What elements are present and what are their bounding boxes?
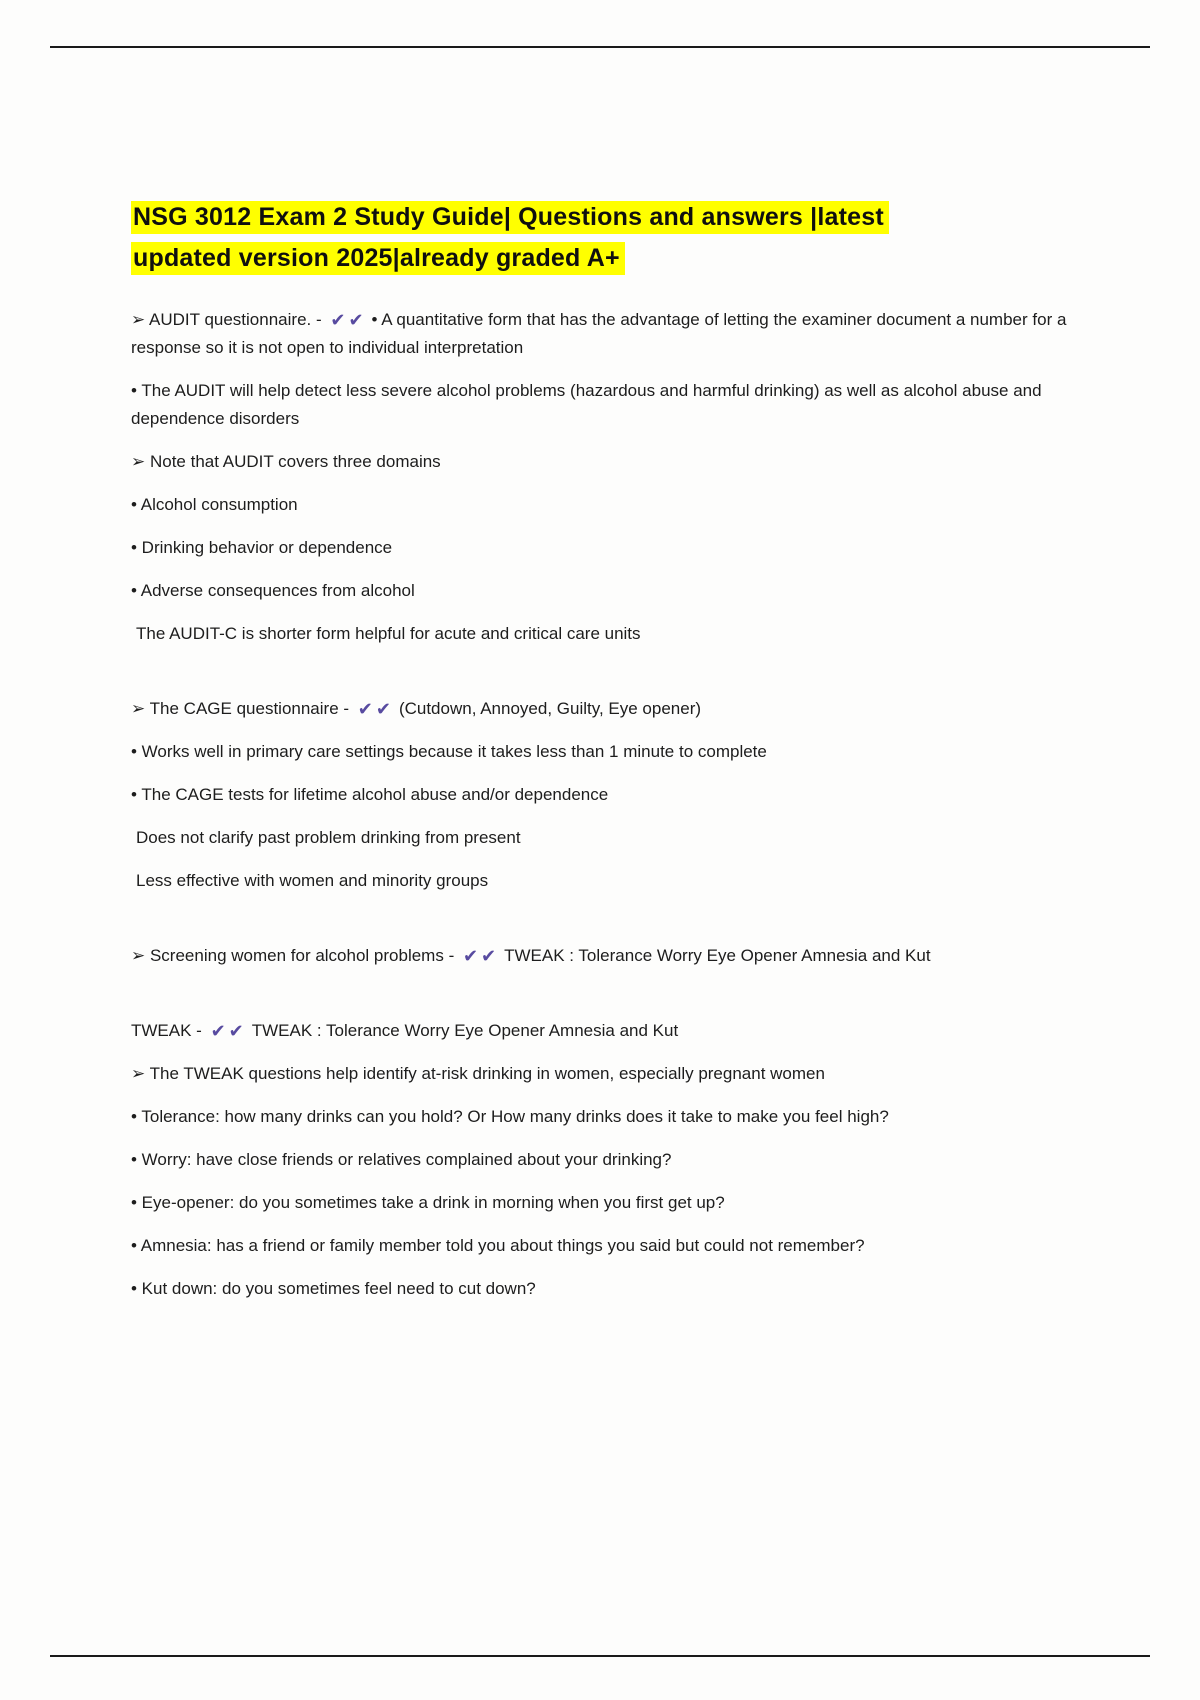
paragraph	[131, 1189, 1071, 1217]
paragraph	[131, 491, 1071, 519]
paragraph-text: • A quantitative form that has the advantage of letting the examiner document a number for a response so it is not open to individual interpretation	[131, 310, 1067, 357]
paragraph-text: • Drinking behavior or dependence	[131, 538, 393, 557]
paragraph-text: • Tolerance: how many drinks can you hold? Or How many drinks does it take to make you feel high?	[131, 1107, 889, 1126]
paragraph-text: ➢ AUDIT questionnaire. -	[131, 310, 327, 329]
paragraph-text: • Worry: have close friends or relatives complained about your drinking?	[131, 1150, 672, 1169]
document-content	[131, 197, 1071, 1318]
paragraph	[131, 824, 1071, 852]
paragraph-text: • Kut down: do you sometimes feel need to cut down?	[131, 1279, 536, 1298]
paragraph-text: ➢ Screening women for alcohol problems -	[131, 946, 459, 965]
paragraph-list	[131, 305, 1071, 1303]
paragraph	[131, 577, 1071, 605]
paragraph-text: • Adverse consequences from alcohol	[131, 581, 415, 600]
paragraph-text: Does not clarify past problem drinking from present	[136, 828, 521, 847]
paragraph-text: Less effective with women and minority groups	[136, 871, 489, 890]
paragraph	[131, 305, 1071, 362]
title-line-2: updated version 2025|already graded A+	[131, 242, 625, 275]
double-checkmark-icon: ✔✔	[330, 310, 367, 330]
page-title	[131, 197, 1071, 279]
paragraph-text: (Cutdown, Annoyed, Guilty, Eye opener)	[398, 699, 702, 718]
paragraph	[131, 1103, 1071, 1131]
double-checkmark-icon: ✔✔	[357, 699, 394, 719]
paragraph	[131, 620, 1071, 648]
paragraph-text: • Alcohol consumption	[131, 495, 298, 514]
paragraph	[131, 377, 1071, 433]
paragraph	[131, 1275, 1071, 1303]
paragraph	[131, 1232, 1071, 1260]
paragraph-text: TWEAK : Tolerance Worry Eye Opener Amnesia and Kut	[251, 1021, 679, 1040]
paragraph	[131, 1146, 1071, 1174]
double-checkmark-icon: ✔✔	[210, 1021, 247, 1041]
paragraph	[131, 867, 1071, 895]
paragraph-text: • The CAGE tests for lifetime alcohol abuse and/or dependence	[131, 785, 609, 804]
paragraph-text: • Eye-opener: do you sometimes take a drink in morning when you first get up?	[131, 1193, 725, 1212]
paragraph	[131, 941, 1071, 970]
paragraph	[131, 1016, 1071, 1045]
paragraph-text: The AUDIT-C is shorter form helpful for acute and critical care units	[136, 624, 641, 643]
paragraph-text: ➢ The CAGE questionnaire -	[131, 699, 354, 718]
paragraph	[131, 738, 1071, 766]
paragraph	[131, 534, 1071, 562]
paragraph-text: ➢ Note that AUDIT covers three domains	[131, 452, 441, 471]
top-border-line	[50, 46, 1150, 48]
paragraph	[131, 1060, 1071, 1088]
paragraph-text: ➢ The TWEAK questions help identify at-risk drinking in women, especially pregnant women	[131, 1064, 825, 1083]
title-line-1: NSG 3012 Exam 2 Study Guide| Questions and answers |latest	[131, 201, 889, 234]
paragraph	[131, 448, 1071, 476]
paragraph	[131, 694, 1071, 723]
double-checkmark-icon: ✔✔	[462, 946, 500, 966]
paragraph-text: • The AUDIT will help detect less severe alcohol problems (hazardous and harmful drinking) as well as alcohol abuse and dependence disorders	[131, 381, 1042, 428]
paragraph-text: • Works well in primary care settings because it takes less than 1 minute to complete	[131, 742, 767, 761]
paragraph-text: • Amnesia: has a friend or family member told you about things you said but could not remember?	[131, 1236, 865, 1255]
paragraph-text: TWEAK : Tolerance Worry Eye Opener Amnesia and Kut	[504, 946, 931, 965]
paragraph-text: TWEAK -	[131, 1021, 207, 1040]
bottom-border-line	[50, 1655, 1150, 1657]
paragraph	[131, 781, 1071, 809]
